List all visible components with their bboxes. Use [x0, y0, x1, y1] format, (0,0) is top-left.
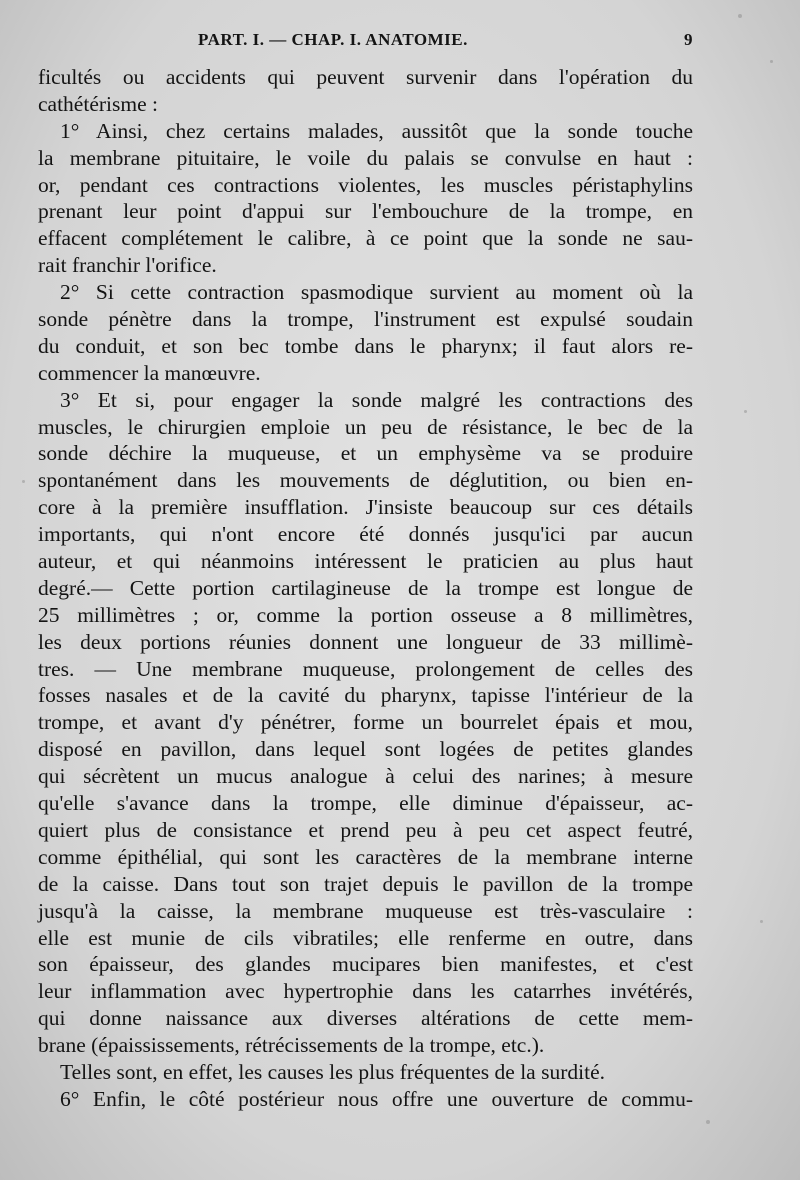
- text-line: 2° Si cette contraction spasmodique survient au moment où la: [60, 280, 693, 305]
- text-line: comme épithélial, qui sont les caractères de la membrane interne: [38, 844, 693, 869]
- text-line: 3° Et si, pour engager la sonde malgré les contractions des: [60, 387, 693, 412]
- text-line: qu'elle s'avance dans la trompe, elle diminue d'épaisseur, ac-: [38, 791, 693, 816]
- text-line: disposé en pavillon, dans lequel sont logées de petites glandes: [38, 737, 693, 762]
- text-line: fosses nasales et de la cavité du pharynx, tapisse l'intérieur de la: [38, 683, 693, 708]
- text-line: rait franchir l'orifice.: [38, 253, 217, 278]
- text-line: jusqu'à la caisse, la membrane muqueuse est très-vasculaire :: [38, 898, 693, 923]
- body-text: [38, 64, 693, 1113]
- text-line: son épaisseur, des glandes mucipares bien manifestes, et c'est: [38, 952, 693, 977]
- text-line: prenant leur point d'appui sur l'embouchure de la trompe, en: [38, 199, 693, 224]
- text-line: leur inflammation avec hypertrophie dans les catarrhes invétérés,: [38, 979, 693, 1004]
- text-line: sonde pénètre dans la trompe, l'instrument est expulsé soudain: [38, 307, 693, 332]
- text-line: importants, qui n'ont encore été donnés jusqu'ici par aucun: [38, 522, 693, 547]
- text-line: or, pendant ces contractions violentes, les muscles péristaphylins: [38, 172, 693, 197]
- text-line: effacent complétement le calibre, à ce point que la sonde ne sau-: [38, 226, 693, 251]
- text-line: brane (épaississements, rétrécissements de la trompe, etc.).: [38, 1033, 545, 1058]
- text-line: les deux portions réunies donnent une longueur de 33 millimè-: [38, 629, 693, 654]
- text-line: commencer la manœuvre.: [38, 360, 261, 385]
- text-line: ficultés ou accidents qui peuvent survenir dans l'opération du: [38, 65, 693, 89]
- text-line: tres. — Une membrane muqueuse, prolongement de celles des: [38, 656, 693, 681]
- text-line: elle est munie de cils vibratiles; elle renferme en outre, dans: [38, 925, 693, 950]
- text-line: degré.— Cette portion cartilagineuse de la trompe est longue de: [38, 575, 693, 600]
- paper-speck: [22, 480, 25, 483]
- text-line: de la caisse. Dans tout son trajet depuis le pavillon de la trompe: [38, 871, 693, 896]
- text-line: quiert plus de consistance et prend peu à peu cet aspect feutré,: [38, 817, 693, 842]
- text-line: muscles, le chirurgien emploie un peu de résistance, le bec de la: [38, 414, 693, 439]
- text-line: spontanément dans les mouvements de déglutition, ou bien en-: [38, 468, 693, 493]
- text-line: 25 millimètres ; or, comme la portion osseuse a 8 millimètres,: [38, 602, 693, 627]
- text-line: sonde déchire la muqueuse, et un emphysème va se produire: [38, 441, 693, 466]
- paper-speck: [770, 60, 773, 63]
- text-line: qui donne naissance aux diverses altérations de cette mem-: [38, 1006, 693, 1031]
- running-head-title: PART. I. — CHAP. I. ANATOMIE.: [198, 30, 468, 49]
- text-line: 1° Ainsi, chez certains malades, aussitôt que la sonde touche: [60, 118, 693, 143]
- text-line: la membrane pituitaire, le voile du palais se convulse en haut :: [38, 145, 693, 170]
- paper-speck: [738, 14, 742, 18]
- text-line: trompe, et avant d'y pénétrer, forme un bourrelet épais et mou,: [38, 710, 693, 735]
- text-line: 6° Enfin, le côté postérieur nous offre une ouverture de commu-: [60, 1086, 693, 1111]
- text-line: qui sécrètent un mucus analogue à celui des narines; à mesure: [38, 764, 693, 789]
- text-line: cathétérisme :: [38, 91, 158, 116]
- text-line: Telles sont, en effet, les causes les plus fréquentes de la surdité.: [60, 1059, 605, 1084]
- paper-speck: [760, 920, 763, 923]
- paper-speck: [744, 410, 747, 413]
- text-line: core à la première insufflation. J'insiste beaucoup sur ces détails: [38, 495, 693, 520]
- page-number: 9: [684, 30, 693, 49]
- running-head: [38, 30, 693, 56]
- text-line: auteur, et qui néanmoins intéressent le praticien au plus haut: [38, 549, 693, 574]
- paper-speck: [706, 1120, 710, 1124]
- text-line: du conduit, et son bec tombe dans le pharynx; il faut alors re-: [38, 333, 693, 358]
